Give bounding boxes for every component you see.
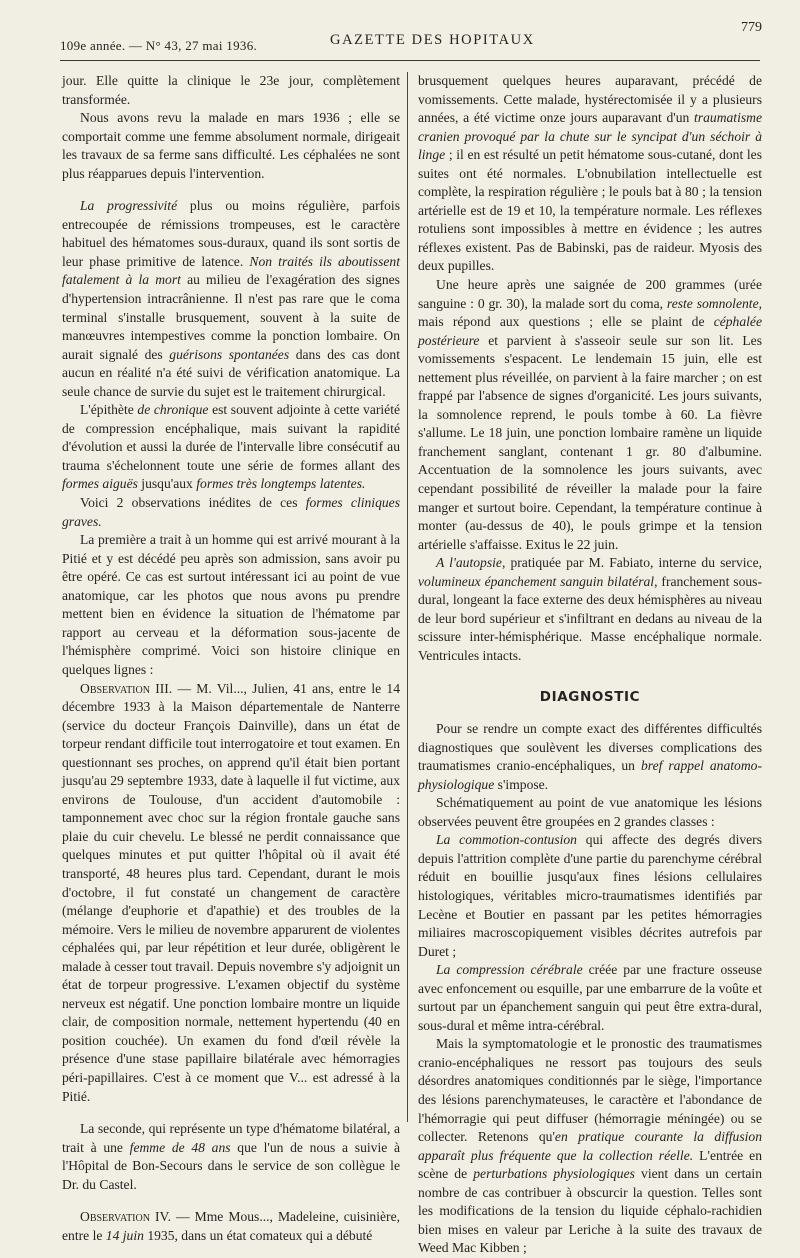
- observation-3: Observation III. — M. Vil..., Julien, 41 ans, entre le 14 décembre 1933 à la Maison départementale de Nanterre (service du docteur François Dainville), dans un état de torpeur rendant difficile tout interrogatoire et tout examen. En questionnant ses proches, on apprend qu'il était bien portant jusqu'au 29 septembre 1933, date à laquelle il fut victime, aux environs de Toulouse, d'un accident d'automobile : tamponnement avec choc sur la région frontale gauche sans plaie du cuir chevelu. Le blessé ne perdit connaissance que quelques minutes et put quitter l'hôpital où il avait été transporté, 48 heures plus tard. Cependant, durant le mois d'octobre, il fut constaté un changement de caractère (mélange d'euphorie et d'apathie) et des troubles de la mémoire. Vers le milieu de novembre apparurent de violentes céphalées qui, par leur répétition et leur durée, obligèrent le malade à cesser tout travail. Depuis novembre s'y adjoignit un état de torpeur progressive. L'examen objectif du système nerveux est négatif. Une ponction lombaire montre un liquide clair, de composition normale, nettement hypertendu (40 en position couchée). Un examen du fond d'œil révèle la présence d'une stase papillaire bilatérale avec hémorragies péri-papillaires. C'est à ce moment que V... est adressé à la Pitié.: [62, 680, 400, 1104]
- page-number: 779: [741, 20, 762, 35]
- paragraph: Nous avons revu la malade en mars 1936 ; elle se comportait comme une femme absolument normale, dirigeait les travaux de sa ferme sans difficulté. Les céphalées ne sont plus réapparues depuis l'intervention.: [62, 110, 400, 181]
- paragraph: Une heure après une saignée de 200 grammes (urée sanguine : 0 gr. 30), la malade sort du coma, reste somnolente, mais répond aux questions ; elle se plaint de céphalée postérieure et parvient à s'asseoir seule sur son lit. Les vomissements s'espacent. Le lendemain 15 juin, elle est nettement plus réveillée, on parvient à la faire marcher ; on est frappé par l'absence de signes d'organicité. Les jours suivants, la somnolence reprend, le pouls tombe à 60. La fièvre s'allume. Le 18 juin, une ponction lombaire ramène un liquide franchement sanglant, contenant 1 gr. 80 d'albumine. Accentuation de la somnolence les jours suivants, avec cependant possibilité de réveiller la malade pour la faire manger et surtout boire. Cependant, la température continue à monter (au-dessus de 40), le pouls grimpe et la tension artérielle s'affaisse. Exitus le 22 juin.: [418, 277, 763, 552]
- observation-label: Observation III.: [80, 680, 173, 696]
- observation-label: Observation IV.: [80, 1209, 171, 1225]
- paragraph: A l'autopsie, pratiquée par M. Fabiato, interne du service, volumineux épanchement sanguin bilatéral, franchement sous-dural, longeant la face externe des deux hémisphères au niveau de leur bord supérieur et s'infiltrant en dedans au niveau de la scissure inter-hémisphérique. Masse encéphalique normale. Ventricules intacts.: [418, 555, 762, 663]
- journal-title: GAZETTE DES HOPITAUX: [330, 32, 535, 48]
- page-header: [60, 22, 760, 66]
- paragraph: Mais la symptomatologie et le pronostic des traumatismes cranio-encéphaliques ne ressort pas toujours des seuls désordres anatomiques conditionnés par le siège, l'importance des lésions parenchymateuses, le caractère et l'abondance de l'hémorragie qui peut diffuser (hémorragie méningée) ou se collecter. Retenons qu'en pratique courante la diffusion apparaît plus fréquente que la collection réelle. L'entrée en scène de perturbations physiologiques vient dans un certain nombre de cas contribuer à obscurcir la question. Telles sont les modifications de la tension du liquide céphalo-rachidien bien mises en valeur par Leriche à la suite des travaux de Weed Mac Kibben ;: [418, 1036, 762, 1256]
- paragraph: La compression cérébrale créée par une fracture osseuse avec enfoncement ou esquille, par une embarrure de la voûte et surtout par un épanchement sanguin qui peut être extra-dural, sous-dural et même intra-cérébral.: [418, 962, 762, 1033]
- paragraph: La progressivité plus ou moins régulière, parfois entrecoupée de rémissions trompeuses, est le caractère habituel des hématomes sous-duraux, quand ils sont sortis de leur phase primitive de latence. Non traités ils aboutissent fatalement à la mort au milieu de l'exagération des signes d'hypertension intracrânienne. Il n'est pas rare que le coma terminal s'installe brusquement, souvent à la suite de manœuvres intempestives comme la ponction lombaire. On aurait signalé des guérisons spontanées dans des cas dont aucun en réalité n'a été suivi de vérification anatomique. La seule chance de survie du sujet est le traitement chirurgical.: [62, 198, 400, 399]
- paragraph: jour. Elle quitte la clinique le 23e jour, complètement transformée.: [62, 73, 400, 107]
- paragraph: L'épithète de chronique est souvent adjointe à cette variété de compression encéphalique, mais suivant la rapidité d'évolution et aussi la durée de l'intervalle libre consécutif au trauma s'échelonnent toute une série de formes allant des formes aiguës jusqu'aux formes très longtemps latentes.: [62, 402, 401, 492]
- paragraph: La commotion-contusion qui affecte des degrés divers depuis l'attrition complète d'une partie du parenchyme cérébral réduit en bouillie jusqu'aux fines lésions cellulaires histologiques, véritables micro-traumatismes identifiés par Lecène et Boutier en passant par les petites hémorragies miliaires macroscopiquement visibles décrites autrefois par Duret ;: [418, 832, 762, 959]
- paragraph: brusquement quelques heures auparavant, précédé de vomissements. Cette malade, hystérectomisée il y a plusieurs années, a été victime onze jours auparavant d'un traumatisme cranien provoqué par la chute sur le syncipat d'un séchoir à linge ; il en est résulté un petit hématome sous-cutané, dont les suites ont été normales. L'obnubilation intellectuelle est complète, la respiration régulière ; le pouls bat à 80 ; la tension artérielle est de 19 et 10, la température normale. Les réflexes rotuliens sont impossibles à mettre en évidence ; les autres réflexes existent. Pas de Babinski, pas de raideur. Myosis des deux pupilles.: [418, 73, 762, 274]
- paragraph: Voici 2 observations inédites de ces formes cliniques graves.: [62, 495, 400, 529]
- paragraph: La première a trait à un homme qui est arrivé mourant à la Pitié et y est décédé peu après son admission, sans avoir pu être opéré. Ce cas est surtout intéressant ici au point de vue anatomique, car les photos que nous avons pu prendre mettent bien en évidence la situation de l'hématome par rapport au cerveau et la déformation sous-jacente de l'hémisphère comprimé. Voici son histoire clinique en quelques lignes :: [62, 532, 400, 677]
- paragraph: Schématiquement au point de vue anatomique les lésions observées peuvent être groupées en 2 grandes classes :: [418, 795, 762, 829]
- right-column: [418, 72, 763, 1256]
- left-column: [62, 72, 401, 1243]
- section-heading: DIAGNOSTIC: [539, 688, 641, 705]
- column-divider: [407, 72, 408, 1122]
- issue-line: 109e année. — N° 43, 27 mai 1936.: [60, 38, 258, 53]
- header-rule: [60, 60, 760, 61]
- observation-4: Observation IV. — Mme Mous..., Madeleine, cuisinière, entre le 14 juin 1935, dans un état comateux qui a débuté: [62, 1209, 401, 1243]
- paragraph: La seconde, qui représente un type d'hématome bilatéral, a trait à une femme de 48 ans que l'un de nous a suivie à l'Hôpital de Bon-Secours dans le service de son collègue le Dr. du Castel.: [62, 1121, 401, 1192]
- paragraph: Pour se rendre un compte exact des différentes difficultés diagnostiques que soulèvent les diverses complications des traumatismes cranio-encéphaliques, un bref rappel anatomo-physiologique s'impose.: [418, 721, 762, 792]
